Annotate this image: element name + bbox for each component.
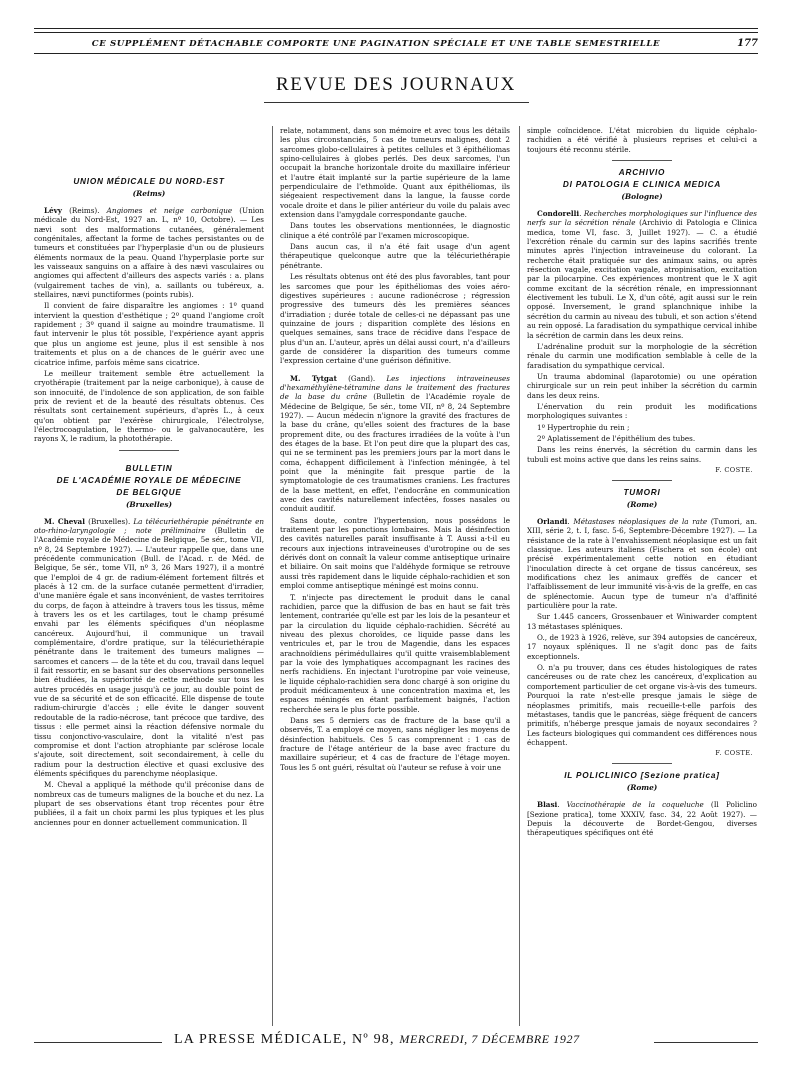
article-paragraph: Dans les reins énervés, la sécrétion du carmin dans les tubuli est moins active que dans les reins sains. [527,445,757,464]
article-paragraph: M. Tytgat (Gand). Les injections intraveineuses d'hexaméthylène-tétramine dans le traitement des fractures de la base du crâne (Bulletin de l'Académie royale de Médecine de Belgique, 5e sér., tome VII, nº 8, 24 Septembre 1927). — Aucun médecin n'ignore la gravité des fractures de la base du crâne, qu'elles soient des fractures de la base proprement dite, ou des fractures irradiées de la voûte à l'un des étages de la base. Et l'on peut dire que la plupart des cas, qui ne se terminent pas les premiers jours par la mort dans le coma, échappent difficilement à l'infection méningée, à tel point que la méningite fait presque partie de la symptomatologie de ces traumatismes craniens. Les fractures de la base mettent, en effet, l'endocrâne en communication avec des cavités naturellement infectées, fosses nasales ou conduit auditif. [280,373,510,514]
section-city: (Rome) [626,499,658,509]
article-paragraph: Blasi. Vaccinothérapie de la coqueluche (Il Policlino [Sezione pratica], tome XXXIV, fasc. 34, 22 Août 1927). — Depuis la découverte de Bordet-Gengou, diverses thérapeutiques spécifiques ont été [527,800,757,838]
article-paragraph: M. Cheval a appliqué la méthode qu'il préconise dans de nombreux cas de tumeurs malignes de la bouche et du nez. La plupart de ses observations étant trop récentes pour être publiées, il a fait un choix parmi les plus typiques et les plus anciennes pour en donner actuellement communication. Il [34,780,264,827]
article-title: Recherches morphologiques sur l'influence des nerfs sur la sécrétion rénale [527,209,757,228]
page-number: 177 [737,38,758,49]
header-rule [34,32,758,33]
article-paragraph: Il convient de faire disparaître les angiomes : 1º quand intervient la question d'esthétique ; 2º quand l'angiome croît rapidement ; 3º quand il saigne au moindre traumatisme. Il faut intervenir le plus tôt possible, l'expérience ayant appris que plus un angiome est jeune, plus il est sensible à nos traitements et plus on a de chances de le guérir avec une cicatrice infime, parfois même sans cicatrice. [34,301,264,367]
issue-date: MERCREDI, 7 DÉCEMBRE 1927 [399,1032,580,1046]
section-heading: IL POLICLINICO [Sezione pratica] [564,771,720,781]
article-paragraph: L'adrénaline produit sur la morphologie de la sécrétion rénale du carmin une modification semblable à celle de la faradisation du sympathique cervical. [527,341,757,370]
section-heading: DE BELGIQUE [116,487,182,497]
column-divider [519,126,520,1026]
article-author: Orlandi [537,516,568,526]
section-divider [612,763,672,764]
page-header [34,28,758,63]
article-paragraph: L'énervation du rein produit les modifications morphologiques suivantes : [527,401,757,421]
article-author: M. Cheval [44,516,85,526]
article-title: Vaccinothérapie de la coqueluche [566,800,704,810]
page [34,28,758,838]
section-heading: TUMORI [623,487,661,497]
article-paragraph: Sur 1.445 cancers, Grossenbauer et Winiwarder comptent 13 métastases spléniques. [527,612,757,631]
signature: F. COSTE. [715,749,753,758]
section-heading: BULLETIN [125,463,173,473]
footer-rule [34,1042,162,1044]
article-paragraph: Orlandi. Métastases néoplasiques de la rate (Tumori, an. XIII, série 2, t. I, fasc. 5-6, Septembre-Décembre 1927). — La résistance de la rate à l'envahissement néoplasique est un fait classique. Les auteurs italiens (Fischera et son école) ont précisé expérimentalement cette notion en étudiant l'inoculation directe à cet organe de tissus cancéreux, ses modifications chez les animaux greffés de cancer et l'affaiblissement de leur immunité vis-à-vis de la greffe, en cas de splénectomie. Aucun type de tumeur n'a d'affinité particulière pour la rate. [527,516,757,611]
article-title: Les injections intraveineuses d'hexaméthylène-tétramine dans le traitement des fractures de la base du crâne [280,373,510,402]
article-paragraph: simple coïncidence. L'état microbien du liquide céphalo-rachidien a été vérifié à plusieurs reprises et celui-ci a toujours été reconnu stérile. [527,126,757,154]
article-paragraph: M. Cheval (Bruxelles). La télécuriethérapie pénétrante en oto-rhino-laryngologie ; note préliminaire (Bulletin de l'Académie royale de Médecine de Belgique, 5e sér., tome VII, nº 8, 24 Septembre 1927). — L'auteur rappelle que, dans une précédente communication (Bull. de l'Acad. r. de Méd. de Belgique, 5e sér., tome VII, nº 3, 26 Mars 1927), il a montré que l'emploi de 4 gr. de radium-élément fortement filtrés et placés à 12 cm. de la surface cutanée permettent d'irradier, d'une manière égale et sans inconvénient, de vastes territoires du corps, de façon à atteindre à travers tous les tissus, même à travers les os et les cartilages, tout le champ présumé envahi par les éléments spécifiques d'un néoplasme cancéreux. Aujourd'hui, il communique un travail complémentaire, d'ordre pratique, sur la télécuriethérapie pénétrante dans le traitement des tumeurs malignes — sarcomes et cancers — de la tête et du cou, travail dans lequel il fait ressortir, en se basant sur des observations personnelles bien étudiées, la supériorité de cette méthode sur tous les autres procédés en usage jusqu'à ce jour, au double point de vue de sa sécurité et de son efficacité. Elle dispense de toute radium-chirurgie d'accès ; elle évite le danger souvent redoutable de la radio-nécrose, tant précoce que tardive, des tissus : elle permet ainsi la réaction défensive normale du tissu conjonctivo-vasculaire, dont la vitalité n'est pas compromise et dont l'action atrophiante par sclérose locale s'ajoute, soit directement, soit secondairement, à celle du radium pour la destruction élective et quasi exclusive des éléments spécifiques du parenchyme néoplasique. [34,516,264,778]
article-paragraph: Dans toutes les observations mentionnées, le diagnostic clinique a été contrôlé par l'examen microscopique. [280,221,510,240]
issue-number: Nº 98, [352,1032,395,1047]
article-author: M. Tytgat [290,373,337,383]
article-author: Blasi [537,800,558,810]
section-city: (Bruxelles) [125,499,173,509]
article-paragraph: Dans ses 5 derniers cas de fracture de la base qu'il a observés, T. a employé ce moyen, sans négliger les moyens de désinfection habituels. Ces 5 cas comprennent : 1 cas de fracture de l'étage antérieur de la base avec fracture du maxillaire supérieur, et 4 cas de fracture de l'étage moyen. Tous les 5 ont guéri, résultat où l'auteur se refuse à voir une [280,715,510,772]
column-3 [527,126,757,1056]
article-paragraph: Sans doute, contre l'hypertension, nous possédons le traitement par les ponctions lombaires. Mais la désinfection des cavités naturelles paraît insuffisante à T. Aussi a-t-il eu recours aux injections intraveineuses d'urotropine ou de ses dérivés dont on connaît la valeur comme antiseptique urinaire et biliaire. On sait moins que l'aldéhyde formique se retrouve aussi très rapidement dans le liquide céphalo-rachidien et son emploi comme antiseptique méningé est moins connu. [280,515,510,591]
section-heading: ARCHIVIO [618,168,666,178]
article-paragraph: O. n'a pu trouver, dans ces études histologiques de rates cancéreuses ou de rate chez les cancéreux, d'explication au comportement particulier de cet organe vis-à-vis des tumeurs. Pourquoi la rate n'est-elle presque jamais le siège de néoplasmes primitifs, mais recueille-t-elle parfois des métastases, tandis que le pancréas, siège fréquent de cancers primitifs, n'héberge presque jamais de noyaux secondaires ? Les facteurs biologiques qui commandent ces différences nous échappent. [527,663,757,747]
article-title: Métastases néoplasiques de la rate [573,516,708,526]
section-city: (Bologne) [621,192,663,202]
section-city: (Reims) [132,189,166,198]
article-paragraph: 1º Hypertrophie du rein ; [537,422,630,432]
article-paragraph: O., de 1923 à 1926, relève, sur 394 autopsies de cancéreux, 17 noyaux spléniques. Il ne s'agit donc pas de faits exceptionnels. [527,633,757,661]
article-paragraph: Dans aucun cas, il n'a été fait usage d'un agent thérapeutique quelconque autre que la télécuriethérapie pénétrante. [280,242,510,270]
article-author: Lévy [44,206,62,215]
signature: F. COSTE. [715,465,753,474]
section-heading: DI PATOLOGIA E CLINICA MEDICA [562,180,722,190]
journal-name: LA PRESSE MÉDICALE, [174,1032,348,1047]
article-paragraph: 2º Aplatissement de l'épithélium des tubes. [537,433,696,443]
section-city: (Rome) [626,783,658,793]
header-banner: CE SUPPLÉMENT DÉTACHABLE COMPORTE UNE PAGINATION SPÉCIALE ET UNE TABLE SEMESTRIELLE [91,39,661,49]
header-rule-bottom [34,53,758,54]
article-paragraph: T. n'injecte pas directement le produit dans le canal rachidien, parce que la diffusion de bas en haut se fait très lentement, contrariée qu'elle est par les lois de la pesanteur et par la circulation du liquide céphalo-rachidien. Sécrété au niveau des plexus choroïdes, ce liquide passe dans les ventricules et, par le trou de Magendie, dans les espaces arachnoïdiens périmédullaires qu'il quitte vraisemblablement par la voie des lymphatiques accompagnant les racines des nerfs rachidiens. En injectant l'urotropine par voie veineuse, le liquide céphalo-rachidien sera donc chargé à son origine du produit médicamenteux à une concentration maxima et, les espaces méningés en étant parfaitement baignés, l'action recherchée sera le plus forte possible. [280,592,510,714]
column-divider [272,126,273,1026]
footer-text [174,1032,580,1048]
section-divider [119,450,179,451]
page-title: REVUE DES JOURNAUX [276,74,516,95]
column-1 [34,126,264,1056]
article-title: La télécuriethérapie pénétrante en oto-rhino-laryngologie ; note préliminaire [34,516,264,535]
article-paragraph: Le meilleur traitement semble être actuellement la cryothérapie (traitement par la neige carbonique), à cause de son innocuité, de l'indolence de son application, de son faible prix de revient et de la beauté des résultats obtenus. Ces résultats sont certainement supérieurs, d'après L., à ceux qu'on obtient par l'exérèse chirurgicale, l'électrolyse, l'électrocoagulation, le thermo- ou le galvanocautère, les rayons X, le radium, la photothérapie. [34,368,264,444]
article-paragraph: Lévy (Reims). Angiomes et neige carbonique (Union médicale du Nord-Est, 1927 an. L, nº 10, Octobre). — Les nævi sont des malformations cutanées, généralement congénitales, affectant la forme de taches persistantes ou de tumeurs et constituées par l'hyperplasie d'un ou de plusieurs éléments normaux de la peau. Quand l'hyperplasie porte sur les vaisseaux sanguins on a affaire à des nævi vasculaires ou angiomes qui affectent d'ailleurs des aspects variés : a. plans (vulgairement taches de vin), a. saillants ou tubéreux, a. stellaires, nævi punctiformes (points rubis). [34,206,264,300]
footer-rule [654,1042,758,1044]
section-divider [612,480,672,481]
article-paragraph: Un trauma abdominal (laparotomie) ou une opération chirurgicale sur un rein peut inhiber la sécrétion du carmin dans les deux reins. [527,371,757,400]
article-paragraph: relate, notamment, dans son mémoire et avec tous les détails les plus circonstanciés, 5 cas de tumeurs malignes, dont 2 sarcomes globo-cellulaires à petites cellules et 3 épithéliomas spino-cellulaires à globes perlés. Des deux sarcomes, l'un occupait la branche horizontale droite du maxillaire inférieur et l'autre était implanté sur la partie supérieure de la lame perpendiculaire de l'ethmoïde. Quant aux épithéliomas, ils siégeaient respectivement dans la langue, la fausse corde vocale droite et dans le pilier antérieur du voile du palais avec extension dans l'amygdale correspondante gauche. [280,126,510,220]
page-footer [34,1030,758,1056]
title-rule [264,102,529,103]
article-author: Condorelli [537,209,580,219]
column-2 [280,126,510,1056]
section-divider [612,160,672,161]
section-heading: DE L'ACADÉMIE ROYALE DE MÉDECINE [56,475,242,485]
article-paragraph: Condorelli. Recherches morphologiques sur l'influence des nerfs sur la sécrétion rénale (Archivio di Patologia e Clinica medica, tome VI, fasc. 3, Juillet 1927). — C. a étudié l'excrétion rénale du carmin sur des lapins sacrifiés trente minutes après l'injection intraveineuse du colorant. La recherche était pratiquée sur des animaux sains, ou après résection vagale, excitation vagale, atropinisation, excitation par la pilocarpine. Ces expériences montrent que le X agit comme excitant de la sécrétion rénale, en impressionnant électivement les tubuli. Le X, d'un côté, agit aussi sur le rein opposé. Inversement, le grand splanchnique inhibe la sécrétion du carmin au niveau des tubuli, et son action s'étend au rein opposé. La faradisation du sympathique cervical inhibe la sécrétion de carmin dans les deux reins. [527,209,757,340]
columns [34,126,758,1056]
article-paragraph: Les résultats obtenus ont été des plus favorables, tant pour les sarcomes que pour les épithéliomas des voies aéro-digestives supérieures : aucune radionécrose ; régression progressive des tumeurs dès les premières séances d'irradiation ; durée totale de celles-ci ne dépassant pas une quinzaine de jours ; disparition complète des lésions en quelques semaines, sans trace de récidive dans l'espace de plus d'un an. L'auteur, après un délai aussi court, n'a d'ailleurs garde de considérer la disparition des tumeurs comme l'expression certaine d'une guérison définitive. [280,272,510,366]
article-title: Angiomes et neige carbonique [106,206,233,215]
section-heading: UNION MÉDICALE DU NORD-EST [73,177,225,186]
